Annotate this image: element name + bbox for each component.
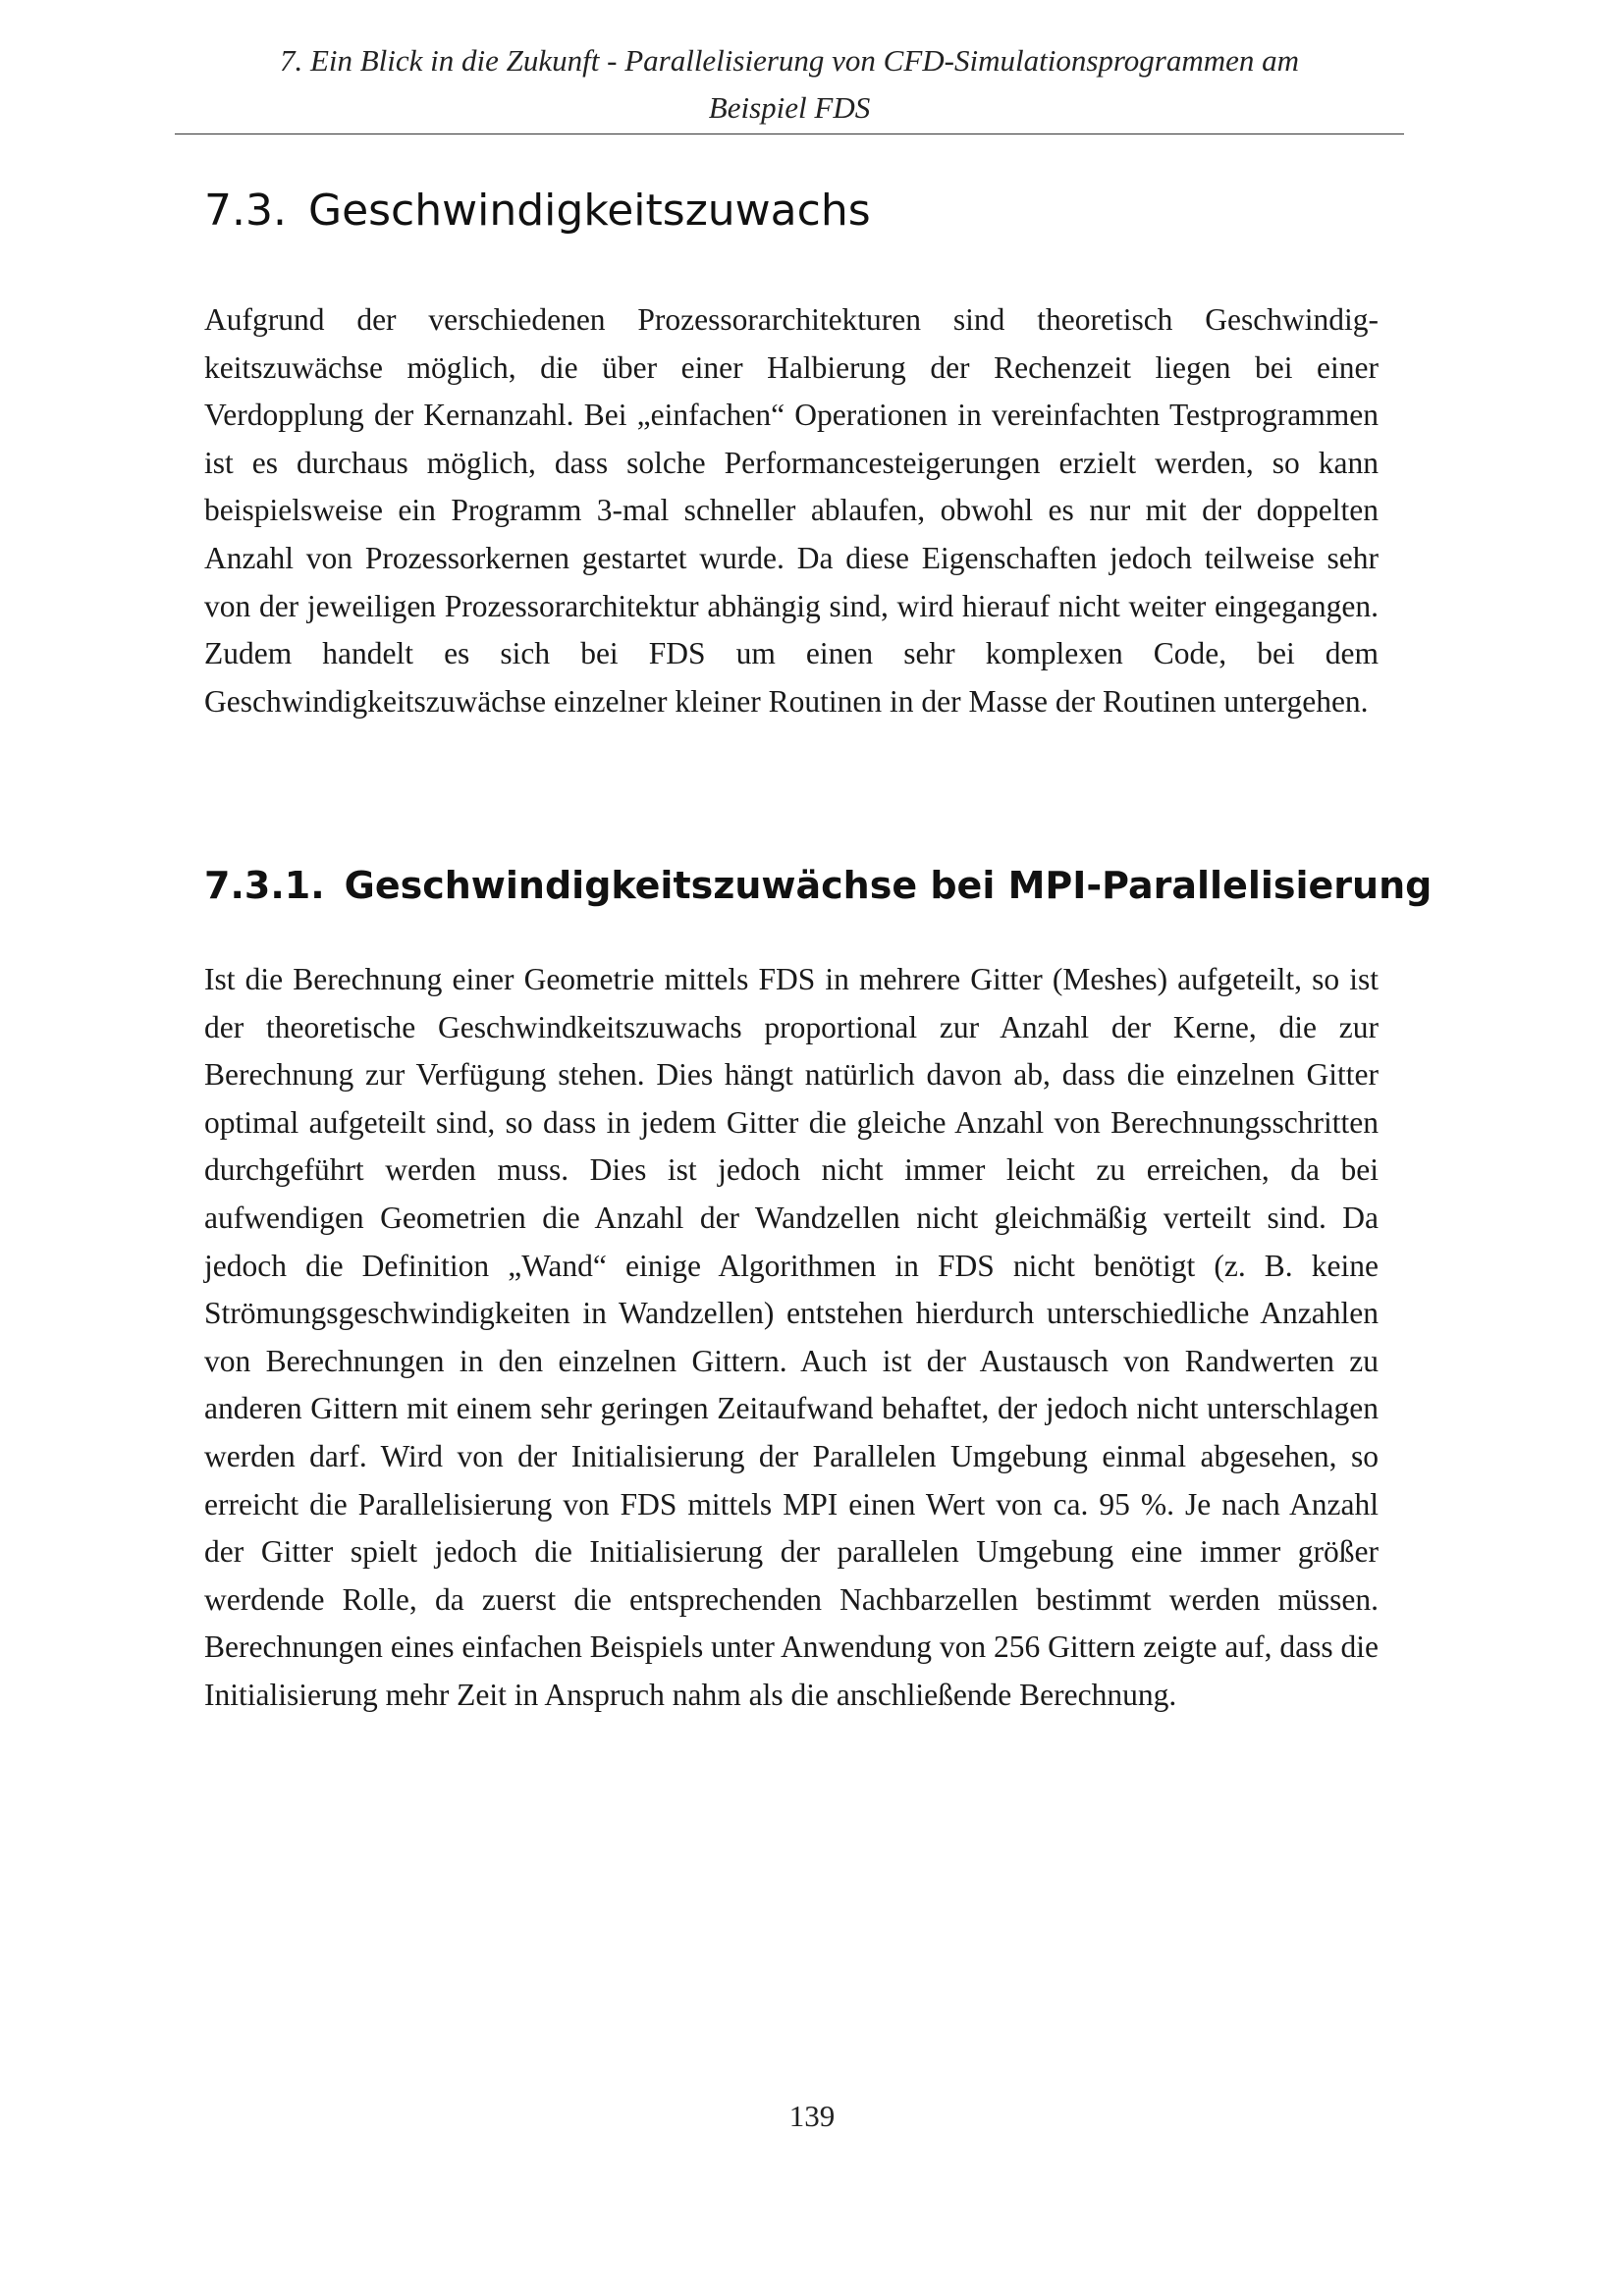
- section-title: Geschwindigkeitszuwachs: [307, 186, 871, 236]
- section-paragraph: Aufgrund der verschiedenen Prozessorarchitekturen sind theoretisch Geschwindigkeitszuwächse möglich, die über einer Halbierung der Rechenzeit liegen bei einer Verdopplung der Kernanzahl. Bei „einfachen“ Operationen in vereinfachten Testprogrammen ist es durchaus möglich, dass solche Performancesteigerungen erzielt werden, so kann beispielsweise ein Programm 3-mal schneller ablaufen, obwohl es nur mit der doppelten Anzahl von Prozessorkernen gestartet wurde. Da diese Eigenschaften jedoch teilweise sehr von der jeweiligen Prozessorarchitektur abhängig sind, wird hierauf nicht weiter eingegangen. Zudem handelt es sich bei FDS um einen sehr komplexen Code, bei dem Geschwindigkeitszuwächse einzelner kleiner Routinen in der Masse der Routinen untergehen.: [204, 302, 1379, 719]
- running-header: [175, 37, 1404, 132]
- header-rule: [175, 133, 1404, 134]
- page-number: 139: [788, 2099, 836, 2133]
- subsection-heading: [204, 856, 1432, 915]
- section-heading: [204, 177, 871, 245]
- subsection-title: Geschwindigkeitszuwächse bei MPI-Parallelisierung: [344, 864, 1433, 907]
- running-header-line-2: Beispiel FDS: [708, 90, 871, 125]
- running-header-line-1: 7. Ein Blick in die Zukunft - Parallelisierung von CFD-Simulationsprogrammen am: [279, 43, 1300, 78]
- subsection-paragraph: Ist die Berechnung einer Geometrie mittels FDS in mehrere Gitter (Meshes) aufgeteilt, so ist der theoretische Geschwindkeitszuwachs proportional zur Anzahl der Kerne, die zur Berechnung zur Verfügung stehen. Dies hängt natürlich davon ab, dass die einzelnen Gitter optimal aufgeteilt sind, so dass in jedem Gitter die gleiche Anzahl von Berechnungsschritten durchgeführt werden muss. Dies ist jedoch nicht immer leicht zu erreichen, da bei aufwendigen Geometrien die Anzahl der Wandzellen nicht gleichmäßig verteilt sind. Da jedoch die Definition „Wand“ einige Algorithmen in FDS nicht benötigt (z. B. keine Strömungsgeschwindigkeiten in Wandzellen) entstehen hierdurch unterschiedliche Anzahlen von Berechnungen in den einzelnen Gittern. Auch ist der Austausch von Randwerten zu anderen Gittern mit einem sehr geringen Zeitaufwand behaftet, der jedoch nicht unterschlagen werden darf. Wird von der Initialisierung der Parallelen Umgebung einmal abgesehen, so erreicht die Parallelisierung von FDS mittels MPI einen Wert von ca. 95 %. Je nach Anzahl der Gitter spielt jedoch die Initialisierung der parallelen Umgebung eine immer größer werdende Rolle, da zuerst die entsprechenden Nachbarzellen bestimmt werden müssen. Berechnungen eines einfachen Beispiels unter Anwendung von 256 Gittern zeigte auf, dass die Initialisierung mehr Zeit in Anspruch nahm als die anschließende Berechnung.: [204, 962, 1379, 1712]
- section-number: 7.3.: [204, 186, 287, 236]
- subsection-number: 7.3.1.: [204, 864, 325, 907]
